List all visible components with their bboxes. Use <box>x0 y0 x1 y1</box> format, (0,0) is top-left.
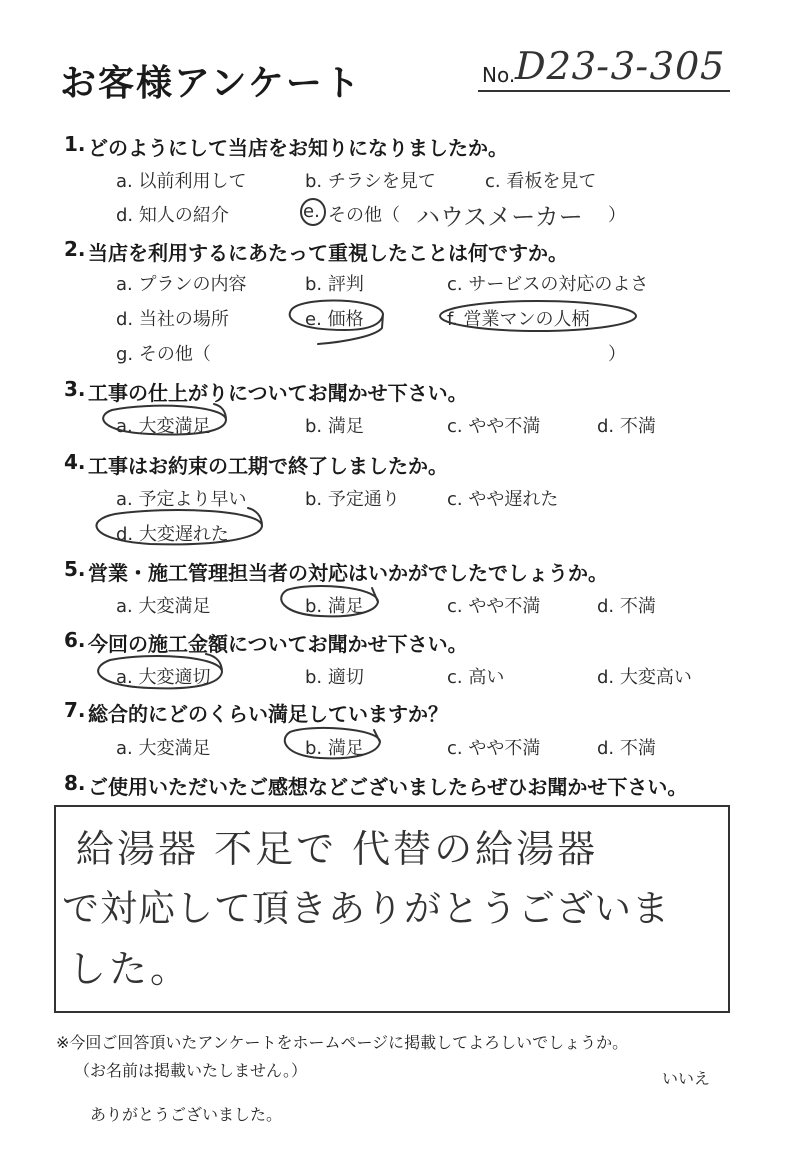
q6-option-d[interactable]: d. 大変高い <box>597 667 692 688</box>
q2-option-d[interactable]: d. 当社の場所 <box>116 309 229 330</box>
q6-option-b[interactable]: b. 適切 <box>305 667 364 688</box>
q7-option-c[interactable]: c. やや不満 <box>447 738 541 759</box>
q3-option-c[interactable]: c. やや不満 <box>447 416 541 437</box>
q5-option-a[interactable]: a. 大変満足 <box>116 596 211 617</box>
q4-option-a[interactable]: a. 予定より早い <box>116 489 247 510</box>
q1-option-b[interactable]: b. チラシを見て <box>305 171 436 192</box>
q7-text: 総合的にどのくらい満足していますか？ <box>88 702 448 726</box>
q2-option-c[interactable]: c. サービスの対応のよさ <box>447 274 649 295</box>
form-number-label: No. <box>482 63 516 87</box>
publish-consent-question: ※今回ご回答頂いたアンケートをホームページに掲載してよろしいでしょうか。 <box>56 1033 629 1052</box>
q3-option-b[interactable]: b. 満足 <box>305 416 364 437</box>
comment-line-2: で対応して頂きありがとうございま <box>62 887 670 930</box>
comment-line-1: 給湯器 不足で 代替の給湯器 <box>76 827 599 871</box>
q8-text: ご使用いただいたご感想などございましたらぜひお聞かせ下さい。 <box>88 775 688 799</box>
q5-number: 5. <box>64 557 86 581</box>
q8-number: 8. <box>64 771 86 795</box>
q2-option-b[interactable]: b. 評判 <box>305 274 364 295</box>
q5-option-c[interactable]: c. やや不満 <box>447 596 541 617</box>
q2-option-a[interactable]: a. プランの内容 <box>116 274 247 295</box>
q5-text: 営業・施工管理担当者の対応はいかがでしたでしょうか。 <box>88 561 608 585</box>
q2-option-g[interactable]: g. その他（ <box>116 344 211 365</box>
q4-option-b[interactable]: b. 予定通り <box>305 489 400 510</box>
q1-option-a[interactable]: a. 以前利用して <box>116 171 247 192</box>
q6-option-c[interactable]: c. 高い <box>447 667 505 688</box>
name-not-published-note: （お名前は掲載いたしません。） <box>74 1061 307 1080</box>
q1-other-answer: ハウスメーカー <box>416 203 583 231</box>
q1-option-c[interactable]: c. 看板を見て <box>485 171 597 192</box>
q2-option-e[interactable]: e. 価格 <box>305 309 364 330</box>
q5-option-b[interactable]: b. 満足 <box>305 596 364 617</box>
q1-option-d[interactable]: d. 知人の紹介 <box>116 205 229 226</box>
q7-option-a[interactable]: a. 大変満足 <box>116 738 211 759</box>
q1-other-close: ） <box>608 205 626 226</box>
q1-text: どのようにして当店をお知りになりましたか。 <box>88 136 508 160</box>
page-title: お客様アンケート <box>60 63 362 104</box>
q4-text: 工事はお約束の工期で終了しましたか。 <box>88 454 448 478</box>
q7-option-d[interactable]: d. 不満 <box>597 738 656 759</box>
comment-line-3: した。 <box>68 947 192 991</box>
q6-number: 6. <box>64 628 86 652</box>
q3-number: 3. <box>64 377 86 401</box>
q3-option-a[interactable]: a. 大変満足 <box>116 416 211 437</box>
q6-option-a[interactable]: a. 大変適切 <box>116 667 211 688</box>
q2-option-f[interactable]: f. 営業マンの人柄 <box>447 309 590 330</box>
thanks-message: ありがとうございました。 <box>90 1105 283 1124</box>
q4-option-c[interactable]: c. やや遅れた <box>447 489 559 510</box>
form-number-underline <box>478 90 730 92</box>
q3-option-d[interactable]: d. 不満 <box>597 416 656 437</box>
q2-text: 当店を利用するにあたって重視したことは何ですか。 <box>88 241 568 265</box>
q3-text: 工事の仕上がりについてお聞かせ下さい。 <box>88 381 468 405</box>
q5-option-d[interactable]: d. 不満 <box>597 596 656 617</box>
q1-option-e-label: その他（ <box>328 205 400 226</box>
q1-option-e[interactable]: e. <box>303 201 320 222</box>
q6-text: 今回の施工金額についてお聞かせ下さい。 <box>88 632 468 656</box>
form-number-value: D23-3-305 <box>510 44 730 88</box>
q7-option-b[interactable]: b. 満足 <box>305 738 364 759</box>
q1-number: 1. <box>64 132 86 156</box>
consent-option-no[interactable]: いいえ <box>662 1069 711 1088</box>
q7-number: 7. <box>64 698 86 722</box>
q2-number: 2. <box>64 237 86 261</box>
q4-option-d[interactable]: d. 大変遅れた <box>116 524 229 545</box>
q2-other-close: ） <box>608 344 626 365</box>
q4-number: 4. <box>64 450 86 474</box>
